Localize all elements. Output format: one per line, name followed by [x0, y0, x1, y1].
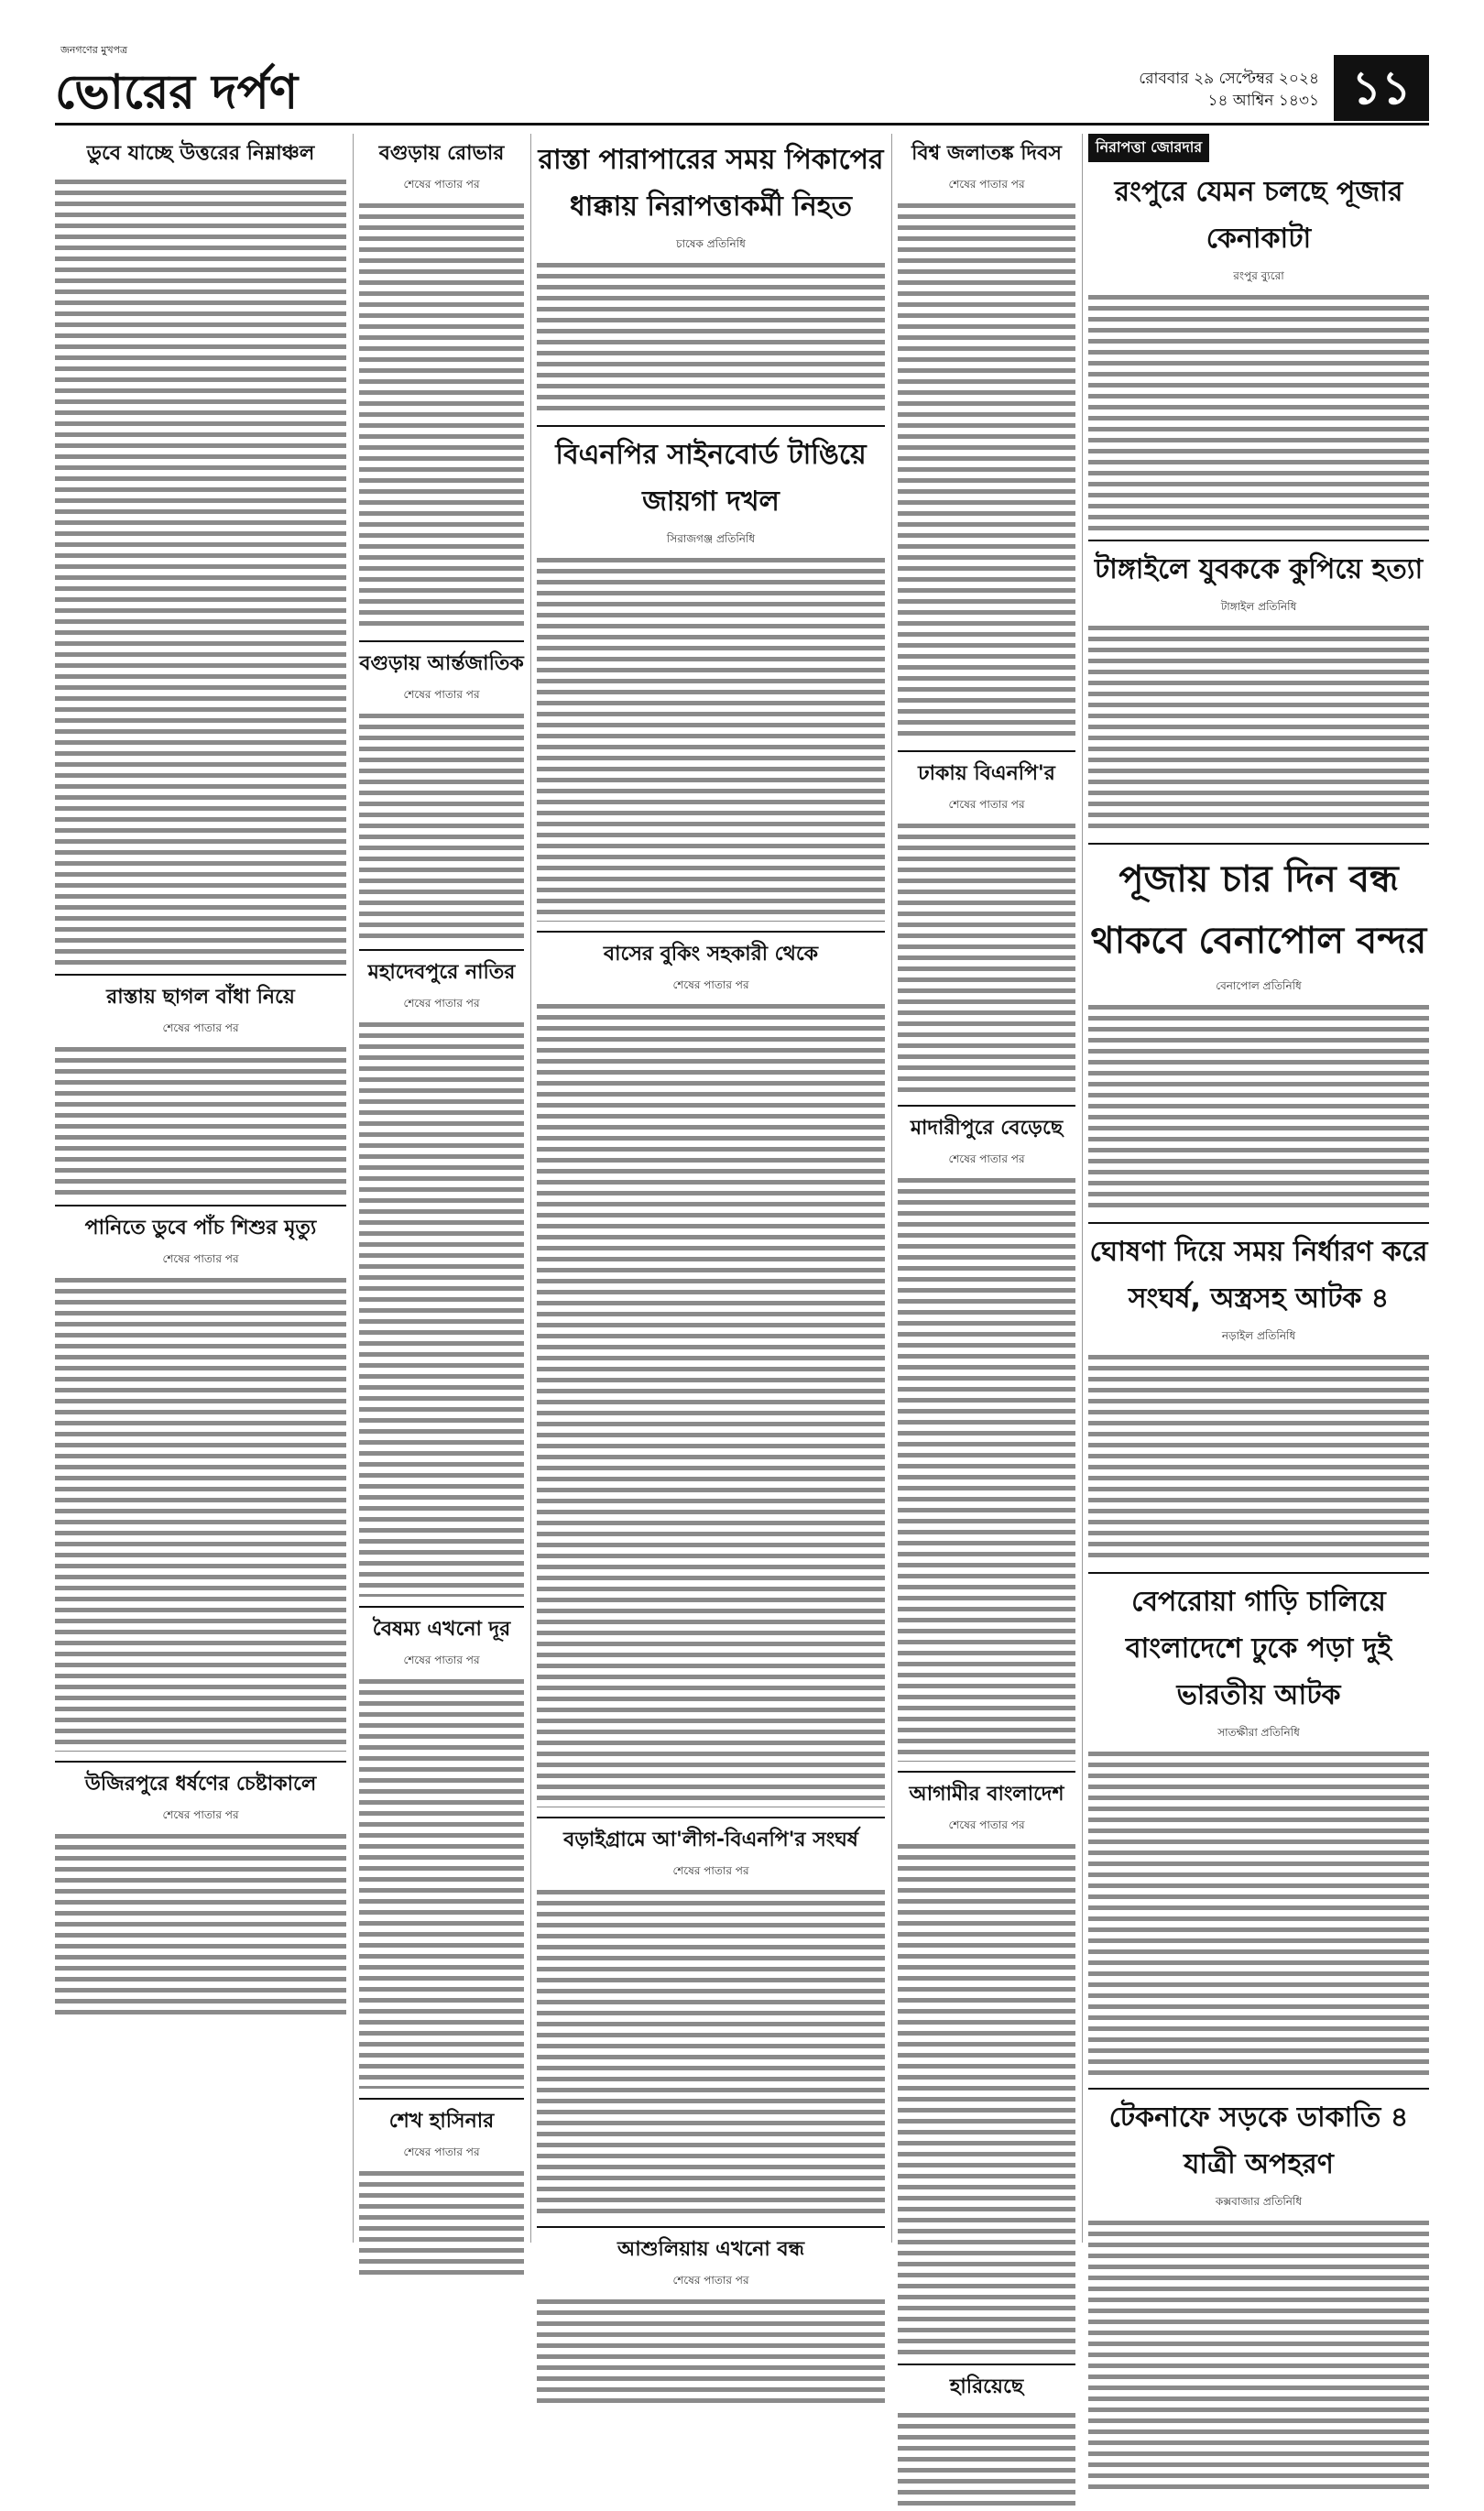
headline: বগুড়ায় আর্ন্তজাতিক	[359, 652, 524, 675]
headline: আশুলিয়ায় এখনো বন্ধ	[617, 2238, 805, 2261]
headline: রংপুরে যেমন চলছে পূজার কেনাকাটা	[1114, 176, 1403, 255]
headline: ঘোষণা দিয়ে সময় নির্ধারণ করে সংঘর্ষ, অস্ত্রসহ আটক ৪	[1089, 1236, 1428, 1315]
kicker: শেষের পাতার পর	[948, 1818, 1025, 1831]
divider	[898, 750, 1075, 752]
headline: পানিতে ডুবে পাঁচ শিশুর মৃত্যু	[84, 1217, 317, 1239]
headline: ডুবে যাচ্ছে উত্তরের নিম্নাঞ্চল	[86, 142, 315, 165]
kicker: টাঙ্গাইল প্রতিনিধি	[1220, 600, 1297, 613]
kicker: শেষের পাতার পর	[162, 1808, 239, 1821]
headline: মাদারীপুরে বেড়েছে	[910, 1117, 1064, 1140]
divider	[1088, 843, 1429, 845]
column-3	[537, 134, 885, 2287]
kicker: শেষের পাতার পর	[403, 2145, 480, 2158]
column-1	[55, 134, 346, 2243]
headline: বিশ্ব জলাতঙ্ক দিবস	[911, 142, 1062, 165]
article-body	[898, 201, 1075, 741]
page-number: ১১	[1334, 55, 1429, 121]
article-body	[537, 1001, 885, 1807]
headline: মহাদেবপুরে নাতির	[367, 961, 516, 984]
divider	[1088, 540, 1429, 541]
headline: উজিরপুরে ধর্ষণের চেষ্টাকালে	[84, 1773, 317, 1796]
kicker: কক্সবাজার প্রতিনিধি	[1215, 2195, 1303, 2208]
column-4	[898, 134, 1075, 2398]
headline: বেপরোয়া গাড়ি চালিয়ে বাংলাদেশে ঢুকে পড়া দুই ভারতীয় আটক	[1125, 1586, 1392, 1711]
column-divider	[353, 134, 354, 2243]
divider	[537, 2226, 885, 2228]
kicker: শেষের পাতার পর	[948, 798, 1025, 811]
article-body	[55, 1275, 346, 1752]
column-divider	[1082, 134, 1083, 2243]
kicker: শেষের পাতার পর	[403, 688, 480, 701]
article-body	[898, 1841, 1075, 2354]
section-tag: নিরাপত্তা জোরদার	[1088, 134, 1209, 162]
kicker: সাতক্ষীরা প্রতিনিধি	[1217, 1726, 1300, 1739]
divider	[898, 2364, 1075, 2365]
article-body	[55, 1044, 346, 1195]
kicker: শেষের পাতার পর	[672, 978, 749, 991]
divider	[537, 931, 885, 933]
date-english: রোববার ২৯ সেপ্টেম্বর ২০২৪	[1139, 70, 1319, 88]
column-divider	[891, 134, 892, 2243]
masthead	[55, 44, 1429, 121]
headline: বিএনপির সাইনবোর্ড টাঙিয়ে জায়গা দখল	[555, 439, 867, 518]
kicker: শেষের পাতার পর	[948, 1152, 1025, 1165]
kicker: শেষের পাতার পর	[403, 178, 480, 191]
kicker: শেষের পাতার পর	[162, 1021, 239, 1034]
headline: টেকনাফে সড়কে ডাকাতি ৪ যাত্রী অপহরণ	[1108, 2102, 1409, 2180]
kicker: শেষের পাতার পর	[403, 1654, 480, 1666]
kicker: সিরাজগঞ্জ প্রতিনিধি	[666, 532, 756, 545]
divider	[55, 1761, 346, 1763]
column-5	[1088, 134, 1429, 2243]
kicker: রংপুর ব্যুরো	[1233, 269, 1284, 282]
article-body	[1088, 292, 1429, 530]
article-body	[537, 555, 885, 922]
notice-body	[898, 2410, 1075, 2511]
logo-tagline: জনগণের মুখপত্র	[60, 44, 128, 56]
kicker: শেষের পাতার পর	[672, 2274, 749, 2287]
divider	[55, 974, 346, 976]
divider	[359, 640, 524, 642]
article-body	[359, 1020, 524, 1597]
date-bengali: ১৪ আশ্বিন ১৪৩১	[1207, 92, 1319, 110]
article-body	[898, 1175, 1075, 1762]
article-body	[55, 177, 346, 965]
article-body	[359, 2168, 524, 2278]
headline: আগামীর বাংলাদেশ	[909, 1783, 1064, 1806]
headline: রাস্তায় ছাগল বাঁধা নিয়ে	[106, 986, 295, 1009]
notice-title: হারিয়েছে	[949, 2375, 1024, 2398]
divider	[898, 1105, 1075, 1107]
article-body	[537, 2297, 885, 2407]
divider	[537, 425, 885, 427]
headline: রাস্তা পারাপারের সময় পিকাপের ধাক্কায় নিরাপত্তাকর্মী নিহত	[538, 144, 884, 223]
kicker: নড়াইল প্রতিনিধি	[1221, 1329, 1296, 1342]
headline: টাঙ্গাইলে যুবককে কুপিয়ে হত্যা	[1094, 553, 1424, 585]
divider	[898, 1771, 1075, 1773]
column-divider	[530, 134, 531, 2243]
article-body	[537, 1887, 885, 2217]
divider	[1088, 2088, 1429, 2090]
column-2	[359, 134, 524, 2243]
masthead-rule	[55, 123, 1429, 126]
article-body	[537, 260, 885, 416]
kicker: শেষের পাতার পর	[403, 997, 480, 1010]
divider	[1088, 1572, 1429, 1574]
kicker: বেনাপোল প্রতিনিধি	[1216, 979, 1302, 992]
headline: ঢাকায় বিএনপি'র	[918, 762, 1055, 785]
article-body	[1088, 1002, 1429, 1213]
kicker: শেষের পাতার পর	[672, 1864, 749, 1877]
kicker: শেষের পাতার পর	[948, 178, 1025, 191]
headline: বৈষম্য এখনো দূর	[372, 1618, 511, 1641]
kicker: শেষের পাতার পর	[162, 1252, 239, 1265]
article-body	[1088, 1352, 1429, 1563]
issue-date	[1139, 68, 1319, 112]
headline: বগুড়ায় রোভার	[378, 142, 505, 165]
headline: পূজায় চার দিন বন্ধ থাকবে বেনাপোল বন্দর	[1090, 858, 1427, 962]
kicker: চাষেক প্রতিনিধি	[676, 237, 746, 250]
article-body	[1088, 2218, 1429, 2493]
newspaper-logo: ভোরের দর্পণ	[55, 65, 299, 120]
headline: শেখ হাসিনার	[388, 2110, 495, 2133]
divider	[537, 1817, 885, 1818]
divider	[1088, 1222, 1429, 1224]
headline: বড়াইগ্রামে আ'লীগ-বিএনপি'র সংঘর্ষ	[563, 1829, 858, 1851]
divider	[359, 1606, 524, 1608]
article-body	[1088, 1749, 1429, 2079]
divider	[55, 1205, 346, 1206]
article-body	[1088, 623, 1429, 834]
divider	[359, 949, 524, 951]
article-body	[898, 821, 1075, 1096]
article-body	[55, 1831, 346, 2014]
article-body	[359, 201, 524, 631]
article-body	[359, 711, 524, 940]
article-body	[359, 1676, 524, 2089]
headline: বাসের বুকিং সহকারী থেকে	[603, 943, 819, 966]
divider	[359, 2098, 524, 2100]
